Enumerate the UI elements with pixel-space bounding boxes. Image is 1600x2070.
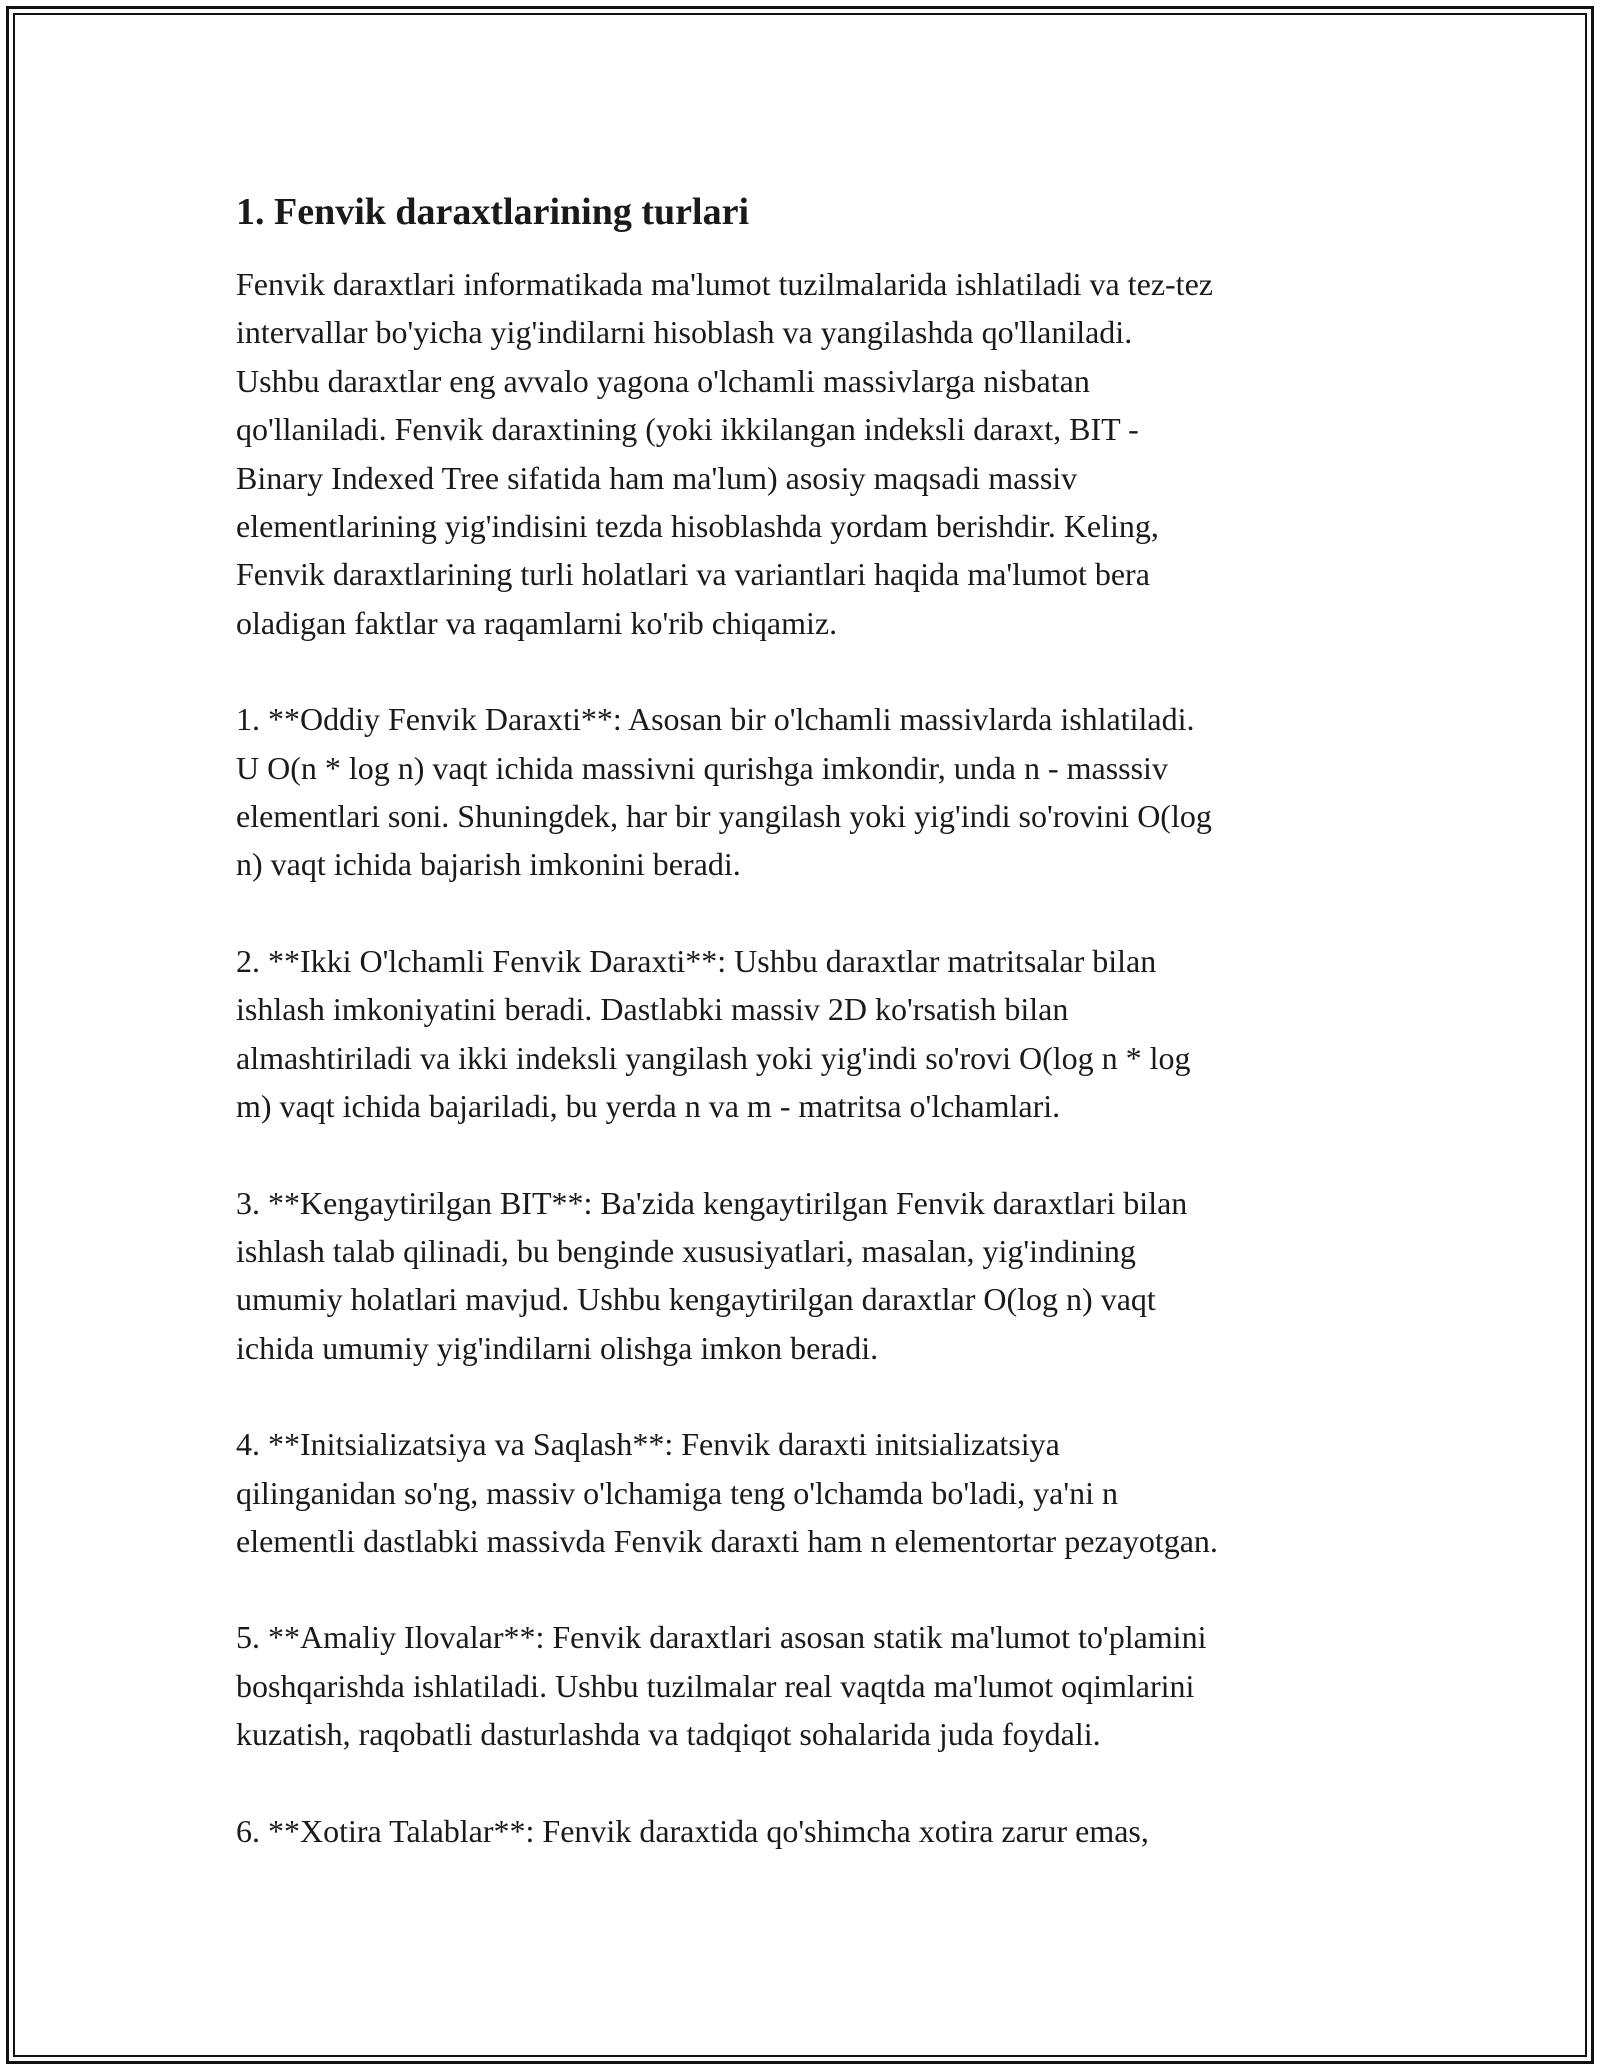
- list-item-5: 5. **Amaliy Ilovalar**: Fenvik daraxtlari asosan statik ma'lumot to'plamini boshqarishda ishlatiladi. Ushbu tuzilmalar real vaqtda ma'lumot oqimlarini kuzatish, raqobatli dasturlashda va tadqiqot sohalarida juda foydali.: [236, 1619, 1207, 1753]
- list-item-4: 4. **Initsializatsiya va Saqlash**: Fenvik daraxti initsializatsiya qilinganidan so'ng, massiv o'lchamiga teng o'lchamda bo'ladi, ya'ni n elementli dastlabki massivda Fenvik daraxti ham n elementortar pezayotgan.: [236, 1426, 1218, 1559]
- list-item-6: 6. **Xotira Talablar**: Fenvik daraxtida qo'shimcha xotira zarur emas,: [236, 1812, 1149, 1849]
- intro-paragraph: Fenvik daraxtlari informatikada ma'lumot tuzilmalarida ishlatiladi va tez-tez intervallar bo'yicha yig'indilarni hisoblash va yangilashda qo'llaniladi. Ushbu daraxtlar eng avvalo yagona o'lchamli massivlarga nisbatan qo'llaniladi. Fenvik daraxtining (yoki ikkilangan indeksli daraxt, BIT - Binary Indexed Tree sifatida ham ma'lum) asosiy maqsadi massiv elementlarining yig'indisini tezda hisoblashda yordam berishdir. Keling, Fenvik daraxtlarining turli holatlari va variantlari haqida ma'lumot bera oladigan faktlar va raqamlarni ko'rib chiqamiz.: [236, 266, 1213, 641]
- list-item-1: 1. **Oddiy Fenvik Daraxti**: Asosan bir o'lchamli massivlarda ishlatiladi. U O(n * log n) vaqt ichida massivni qurishga imkondir, unda n - masssiv elementlari soni. Shuningdek, har bir yangilash yoki yig'indi so'rovini O(log n) vaqt ichida bajarish imkonini beradi.: [236, 701, 1212, 883]
- section-heading: 1. Fenvik daraxtlarining turlari: [236, 191, 749, 233]
- document-body: [236, 186, 1376, 1903]
- list-item-3: 3. **Kengaytirilgan BIT**: Ba'zida kengaytirilgan Fenvik daraxtlari bilan ishlash talab qilinadi, bu benginde xususiyatlari, masalan, yig'indining umumiy holatlari mavjud. Ushbu kengaytirilgan daraxtlar O(log n) vaqt ichida umumiy yig'indilarni olishga imkon beradi.: [236, 1184, 1188, 1366]
- list-item-2: 2. **Ikki O'lchamli Fenvik Daraxti**: Ushbu daraxtlar matritsalar bilan ishlash imkoniyatini beradi. Dastlabki massiv 2D ko'rsatish bilan almashtiriladi va ikki indeksli yangilash yoki yig'indi so'rovi O(log n * log m) vaqt ichida bajariladi, bu yerda n va m - matritsa o'lchamlari.: [236, 942, 1191, 1125]
